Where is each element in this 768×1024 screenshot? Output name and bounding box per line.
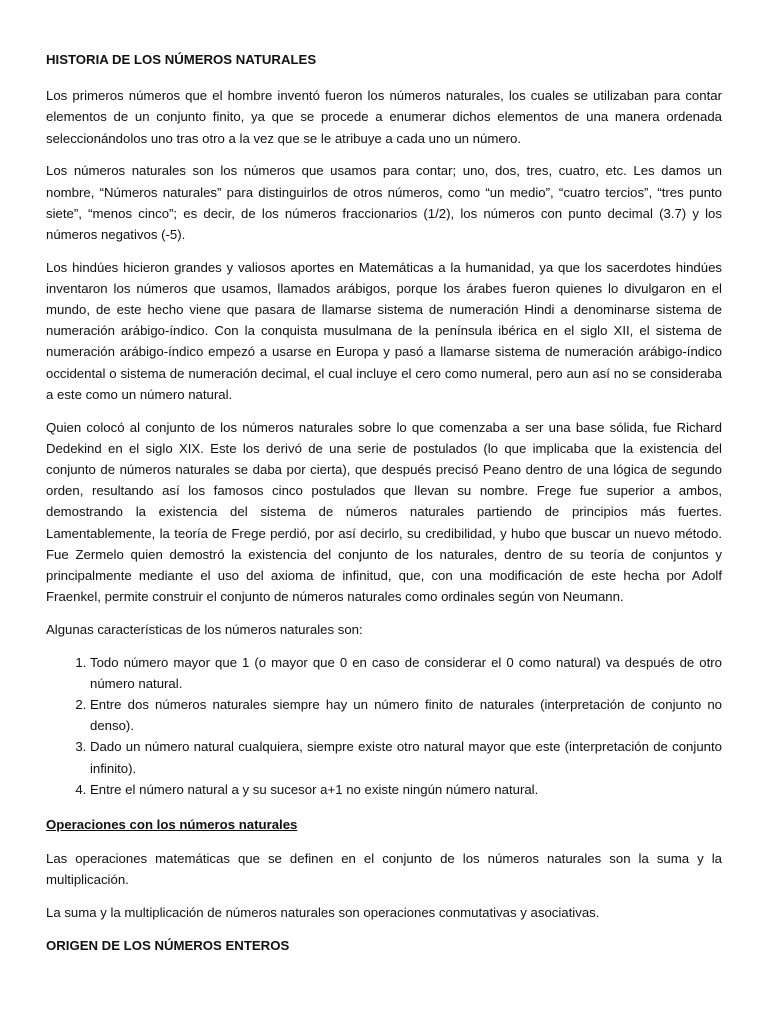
next-section-heading: ORIGEN DE LOS NÚMEROS ENTEROS [46,937,290,953]
paragraph-intro: Los primeros números que el hombre inventó fueron los números naturales, los cuales se utilizaban para contar elementos de un conjunto finito, ya que se procede a enumerar dichos elementos de una manera ordenada seleccionándolos uno tras otro a la vez que se le atribuye a cada uno un número. [46,88,722,146]
paragraph-characteristics-intro: Algunas características de los números naturales son: [46,621,363,637]
paragraph-operations: Las operaciones matemáticas que se definen en el conjunto de los números naturales son la suma y la multiplicación. [46,851,722,888]
characteristics-list [46,652,722,800]
paragraph-properties: La suma y la multiplicación de números naturales son operaciones conmutativas y asociativas. [46,905,600,921]
section-heading-operations: Operaciones con los números naturales [46,817,298,832]
list-item: 2. Entre dos números naturales siempre hay un número finito de naturales (interpretación de conjunto no denso). [90,694,722,736]
list-item: 4. Entre el número natural a y su sucesor a+1 no existe ningún número natural. [90,779,722,800]
paragraph-hindu-contributions: Los hindúes hicieron grandes y valiosos aportes en Matemáticas a la humanidad, ya que los sacerdotes hindúes inventaron los números que usamos, llamados arábigos, porque los árabes fueron quienes lo divulgaron en el mundo, de este hecho viene que pasara de llamarse sistema de numeración Hindi a denominarse sistema de numeración arábigo-índico. Con la conquista musulmana de la península ibérica en el siglo XII, el sistema de numeración arábigo-índico empezó a usarse en Europa y pasó a llamarse sistema de numeración arábigo-índico occidental o sistema de numeración decimal, el cual incluye el cero como numeral, pero aun así no se consideraba a este como un número natural. [46,259,722,402]
list-item: 3. Dado un número natural cualquiera, siempre existe otro natural mayor que este (interpretación de conjunto infinito). [90,736,722,778]
list-item: 1. Todo número mayor que 1 (o mayor que 0 en caso de considerar el 0 como natural) va después de otro número natural. [90,652,722,694]
paragraph-dedekind: Quien colocó al conjunto de los números naturales sobre lo que comenzaba a ser una base sólida, fue Richard Dedekind en el siglo XIX. Este los derivó de una serie de postulados (lo que implicaba que la existencia del conjunto de números naturales se daba por cierta), que después precisó Peano dentro de una lógica de segundo orden, resultando así los famosos cinco postulados que llevan su nombre. Frege fue superior a ambos, demostrando la existencia del sistema de números naturales partiendo de principios más fuertes. Lamentablemente, la teoría de Frege perdió, por así decirlo, su credibilidad, y hubo que buscar un nuevo método. Fue Zermelo quien demostró la existencia del conjunto de los naturales, dentro de su teoría de conjuntos y principalmente mediante el uso del axioma de infinitud, que, con una modificación de este hecha por Adolf Fraenkel, permite construir el conjunto de números naturales como ordinales según von Neumann. [46,419,722,605]
document-page [46,49,722,956]
paragraph-definition: Los números naturales son los números que usamos para contar; uno, dos, tres, cuatro, etc. Les damos un nombre, “Números naturales” para distinguirlos de otros números, como “un medio”, “cuatro tercios”, “tres punto siete”, “menos cinco”; es decir, de los números fraccionarios (1/2), los números con punto decimal (3.7) y los números negativos (-5). [46,163,722,242]
document-title: HISTORIA DE LOS NÚMEROS NATURALES [46,52,317,67]
